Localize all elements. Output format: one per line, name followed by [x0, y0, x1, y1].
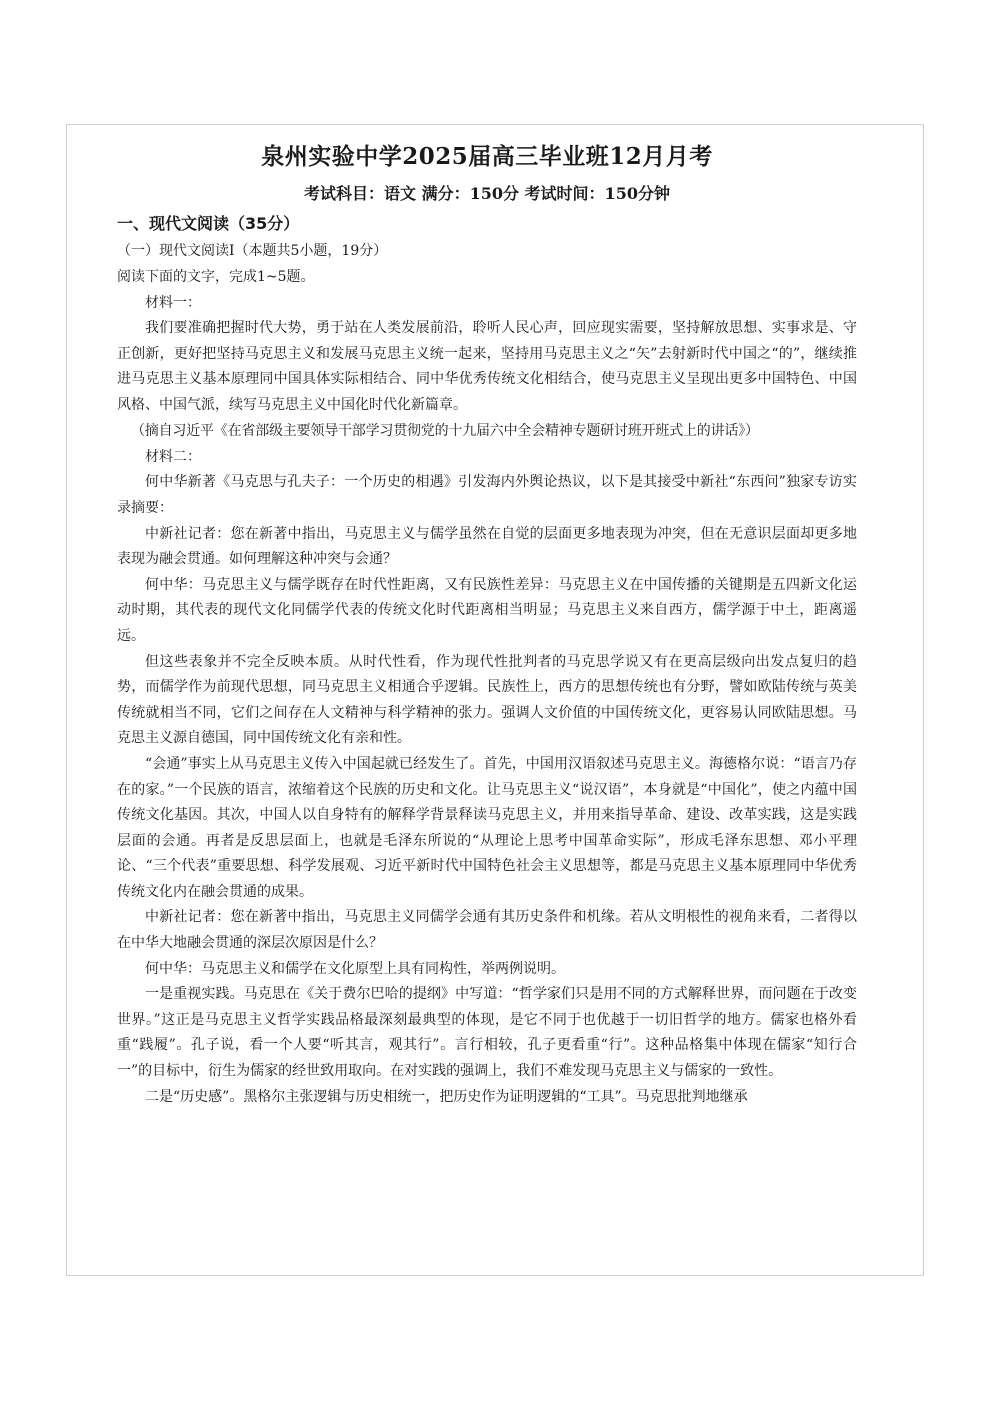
material-two-paragraph: 中新社记者：您在新著中指出，马克思主义与儒学虽然在自觉的层面更多地表现为冲突，但在无意识层面却更多地表现为融会贯通。如何理解这种冲突与会通？ — [117, 525, 857, 568]
material-two-paragraph: 何中华：马克思主义与儒学既存在时代性距离，又有民族性差异：马克思主义在中国传播的关键期是五四新文化运动时期，其代表的现代文化同儒学代表的传统文化时代距离相当明显；马克思主义来自西方，儒学源于中土，距离遥远。 — [117, 576, 857, 644]
material-one-source: （摘自习近平《在省部级主要领导干部学习贯彻党的十九届六中全会精神专题研讨班开班式上的讲话》） — [131, 423, 759, 440]
section-heading: 一、现代文阅读（35分） — [117, 214, 300, 233]
material-two-paragraph: “会通”事实上从马克思主义传入中国起就已经发生了。首先，中国用汉语叙述马克思主义。海德格尔说：“语言乃存在的家。”一个民族的语言，浓缩着这个民族的历史和文化。让马克思主义“说汉语”，本身就是“中国化”，使之内蕴中国传统文化基因。其次，中国人以自身特有的解释学背景释读马克思主义，并用来指导革命、建设、改革实践，这是实践层面的会通。再者是反思层面上，也就是毛泽东所说的“从理论上思考中国革命实际”，形成毛泽东思想、邓小平理论、“三个代表”重要思想、科学发展观、习近平新时代中国特色社会主义思想等，都是马克思主义基本原理同中华优秀传统文化内在融会贯通的成果。 — [117, 755, 857, 900]
reading-instruction: 阅读下面的文字，完成1~5题。 — [117, 269, 315, 285]
material-two-paragraph: 一是重视实践。马克思在《关于费尔巴哈的提纲》中写道：“哲学家们只是用不同的方式解释世界，而问题在于改变世界。”这正是马克思主义哲学实践品格最深刻最典型的体现，是它不同于也优越于一切旧哲学的地方。儒家也格外看重“践履”。孔子说，看一个人要“听其言，观其行”。言行相较，孔子更看重“行”。这种品格集中体现在儒家“知行合一”的目标中，衍生为儒家的经世致用取向。在对实践的强调上，我们不难发现马克思主义与儒家的一致性。 — [117, 986, 857, 1080]
material-one-paragraph: 我们要准确把握时代大势，勇于站在人类发展前沿，聆听人民心声，回应现实需要，坚持解放思想、实事求是、守正创新，更好把坚持马克思主义和发展马克思主义统一起来，坚持用马克思主义之“矢”去射新时代中国之“的”，继续推进马克思主义基本原理同中国具体实际相结合、同中华优秀传统文化相结合，使马克思主义呈现出更多中国特色、中国风格、中国气派，续写马克思主义中国化时代化新篇章。 — [117, 320, 857, 413]
material-two-paragraph: 何中华新著《马克思与孔夫子：一个历史的相遇》引发海内外舆论热议，以下是其接受中新社“东西问”独家专访实录摘要： — [117, 474, 857, 516]
material-two-paragraph: 二是“历史感”。黑格尔主张逻辑与历史相统一，把历史作为证明逻辑的“工具”。马克思批判地继承 — [145, 1088, 748, 1105]
material-two-label: 材料二： — [145, 449, 201, 466]
exam-title: 泉州实验中学2025届高三毕业班12月月考 — [261, 143, 713, 170]
material-two-paragraph: 何中华：马克思主义和儒学在文化原型上具有同构性，举两例说明。 — [145, 960, 565, 977]
material-one-label: 材料一： — [145, 295, 201, 311]
material-two-paragraph: 中新社记者：您在新著中指出，马克思主义同儒学会通有其历史条件和机缘。若从文明根性的视角来看，二者得以在中华大地融会贯通的深层次原因是什么？ — [117, 909, 857, 952]
material-two-paragraph: 但这些表象并不完全反映本质。从时代性看，作为现代性批判者的马克思学说又有在更高层级向出发点复归的趋势，而儒学作为前现代思想，同马克思主义相通合乎逻辑。民族性上，西方的思想传统也有分野，譬如欧陆传统与英美传统就相当不同，它们之间存在人文精神与科学精神的张力。强调人文价值的中国传统文化，更容易认同欧陆思想。马克思主义源自德国，同中国传统文化有亲和性。 — [117, 653, 857, 747]
document-body — [117, 140, 857, 1110]
exam-subtitle: 考试科目：语文 满分：150分 考试时间：150分钟 — [304, 184, 670, 203]
sub-section-heading: （一）现代文阅读Ⅰ（本题共5小题，19分） — [117, 243, 388, 259]
